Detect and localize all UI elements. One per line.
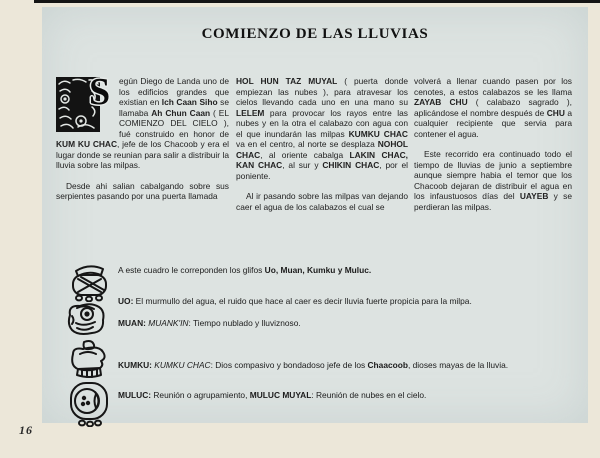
landa-carving-image [56,71,114,132]
uo-caption: UO: El murmullo del agua, el ruido que hace al caer es decir lluvia fuerte propicia para la milpa. [118,296,472,306]
paragraph [56,71,229,171]
page-title: COMIENZO DE LAS LLUVIAS [201,26,429,42]
paragraph: volverá a llenar cuando pasen por los cenotes, a estos calabazos se les llama ZAYAB CHU ( calabazo sagrado ), aplicándose el nombre después de CHU a cualquier recipiente que servia para contener el agua. [414,76,572,139]
muluc-glyph-icon [68,381,110,432]
page-number: 16 [19,423,33,437]
paragraph: Este recorrido era continuado todo el tiempo de lluvias de junio a septiembre aunque siempre habia el temor que los Chacoob dejaran de distribuir el agua en los infaustuosos días del UAYEB y se perdieran las milpas. [414,149,572,212]
muan-glyph-icon [64,301,106,344]
kumku-glyph-icon [66,339,110,386]
paragraph: Al ir pasando sobre las milpas van dejando caer el agua de los calabazos el cual se [236,191,408,212]
paragraph-text: egún Diego de Landa uno de los edificios grandes que existian en Ich Caan Siho se llamaba Ah Chun Caan ( EL COMIENZO DEL CIELO ), fué construido en honor de KUM KU CHAC, jefe de los Chacoob y era el lugar donde se reunian para salir a distribuir la lluvia sobre las milpas. [56,76,229,170]
text-column-1 [56,71,229,202]
paragraph: HOL HUN TAZ MUYAL ( puerta donde empiezan las nubes ), para atravesar los cielos llevando cada uno en una mano su LELEM para provocar los rayos entre las nubes y en la otra el calabazo con agua con el que inundarán las milpas KUMKU CHAC va en el centro, al norte se desplaza NOHOL CHAC, al oriente cabalga LAKIN CHAC, KAN CHAC, al sur y CHIKIN CHAC, por el poniente. [236,76,408,181]
text-column-2 [236,76,408,212]
text-column-3 [414,76,572,212]
glyph-intro-line: A este cuadro le correponden los glifos Uo, Muan, Kumku y Muluc. [118,265,372,275]
drop-cap-letter: S [89,71,111,113]
scan-top-edge-line [34,0,600,3]
muluc-caption: MULUC: Reunión o agrupamiento, MULUC MUYAL: Reunión de nubes en el cielo. [118,390,427,400]
paragraph: Desde ahi salian cabalgando sobre sus serpientes pasando por una puerta llamada [56,180,229,201]
muan-caption: MUAN: MUANK'IN: Tiempo nublado y lluviznoso. [118,318,301,328]
kumku-caption: KUMKU: KUMKU CHAC: Dios compasivo y bondadoso jefe de los Chaacoob, dioses mayas de la lluvia. [118,360,509,370]
